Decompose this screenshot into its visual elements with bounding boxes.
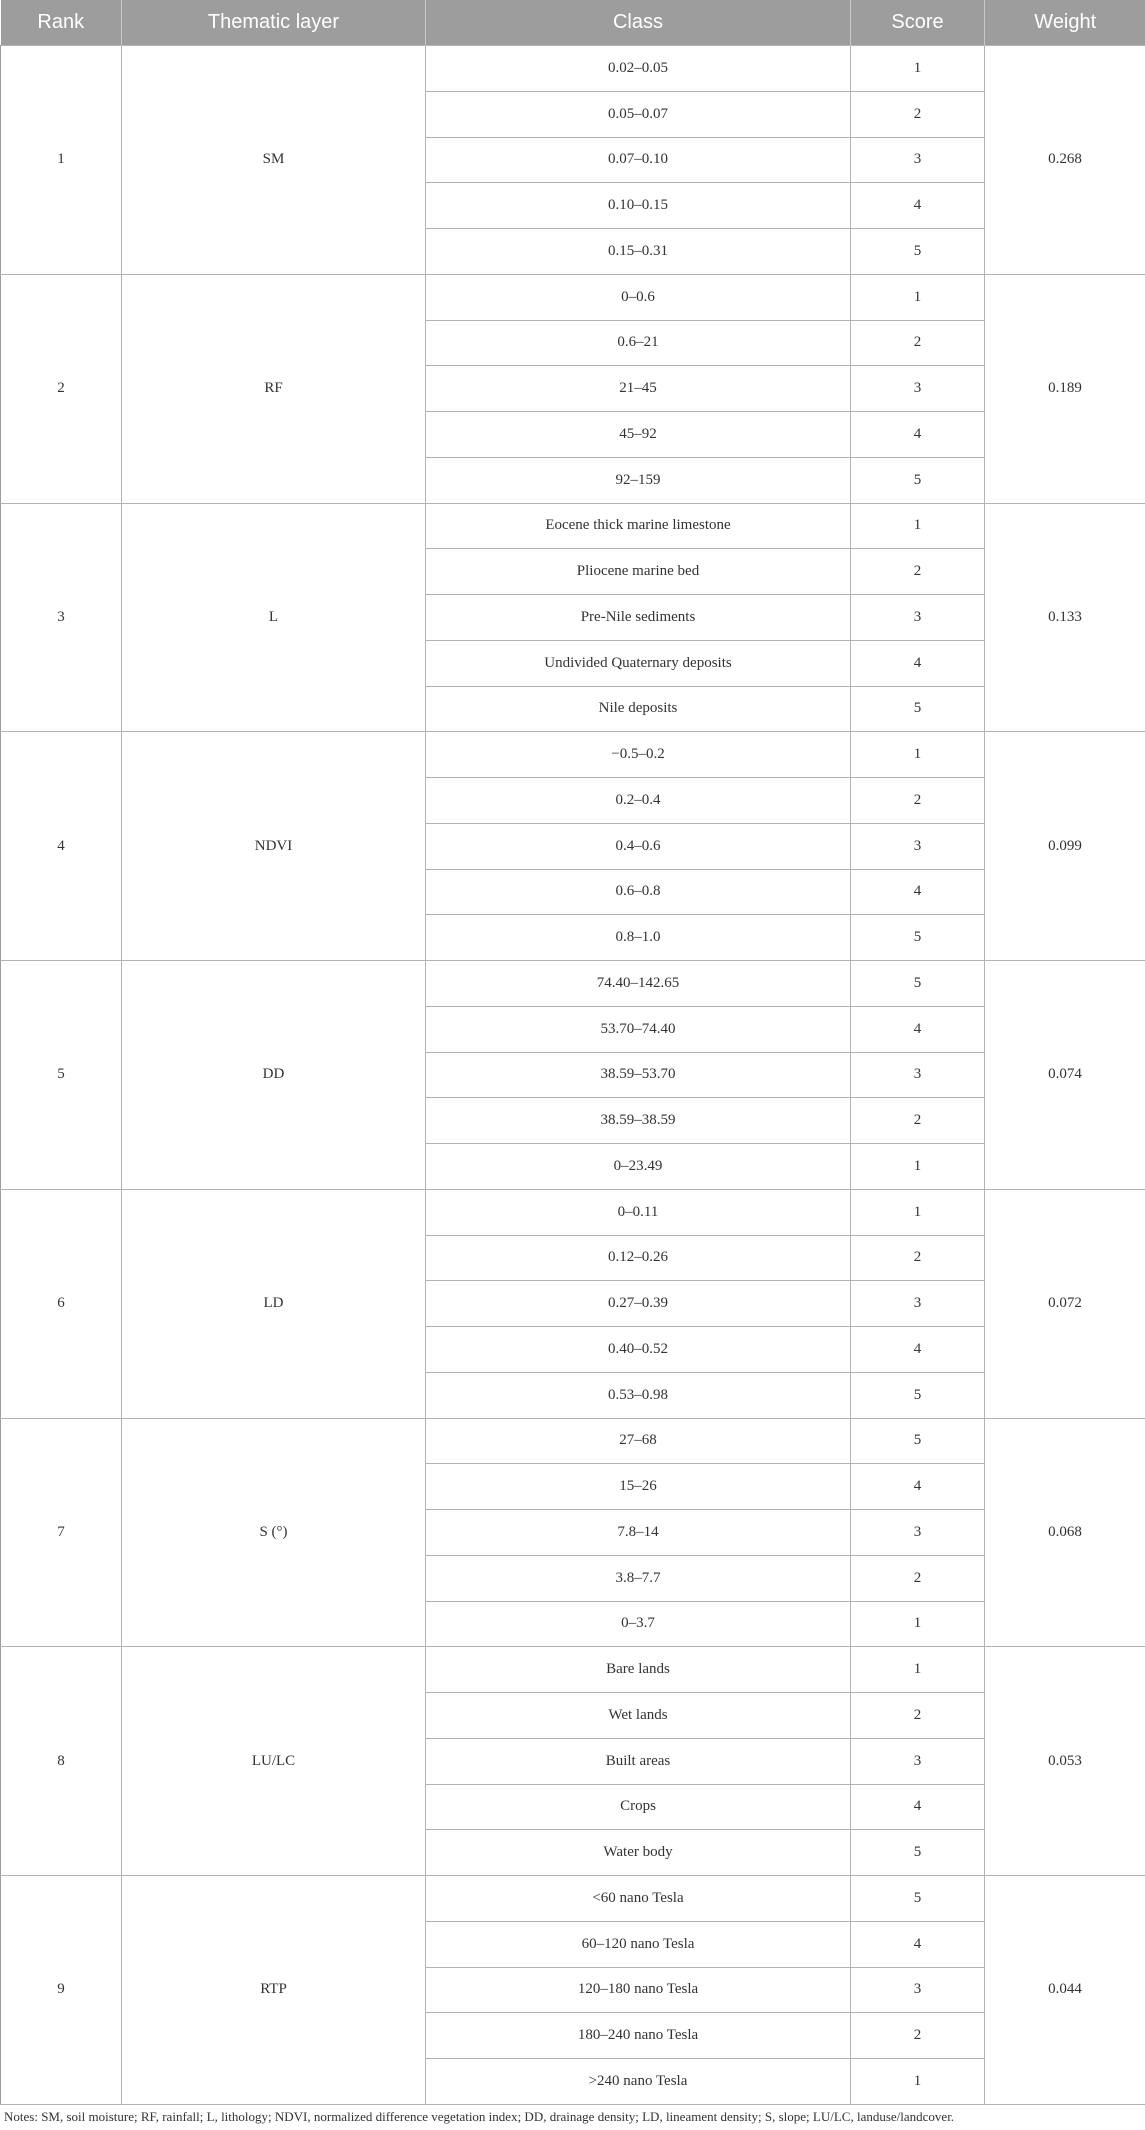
score-cell: 3 (851, 595, 985, 641)
class-cell: 0.6–0.8 (426, 869, 851, 915)
class-cell: 0–23.49 (426, 1144, 851, 1190)
weight-cell: 0.268 (985, 46, 1145, 275)
table-row (1, 1647, 1145, 1693)
header-rank: Rank (1, 0, 122, 46)
score-cell: 4 (851, 1327, 985, 1373)
weight-cell: 0.133 (985, 503, 1145, 732)
table-row (1, 1418, 1145, 1464)
thematic-layer-cell: RF (122, 274, 426, 503)
score-cell: 2 (851, 320, 985, 366)
weight-cell: 0.053 (985, 1647, 1145, 1876)
score-cell: 2 (851, 1693, 985, 1739)
class-cell: 38.59–53.70 (426, 1052, 851, 1098)
thematic-layer-cell: DD (122, 961, 426, 1190)
score-cell: 2 (851, 1555, 985, 1601)
score-cell: 5 (851, 1830, 985, 1876)
weight-cell: 0.072 (985, 1189, 1145, 1418)
thematic-layer-cell: RTP (122, 1876, 426, 2105)
score-cell: 2 (851, 549, 985, 595)
score-cell: 5 (851, 1418, 985, 1464)
score-cell: 1 (851, 2059, 985, 2105)
score-cell: 3 (851, 1510, 985, 1556)
thematic-layer-cell: LU/LC (122, 1647, 426, 1876)
rank-cell: 4 (1, 732, 122, 961)
class-cell: 0.53–0.98 (426, 1372, 851, 1418)
class-cell: 0–0.11 (426, 1189, 851, 1235)
class-cell: 0.15–0.31 (426, 229, 851, 275)
class-cell: Wet lands (426, 1693, 851, 1739)
header-score: Score (851, 0, 985, 46)
class-cell: Undivided Quaternary deposits (426, 640, 851, 686)
class-cell: 27–68 (426, 1418, 851, 1464)
score-cell: 1 (851, 732, 985, 778)
rank-cell: 5 (1, 961, 122, 1190)
header-weight: Weight (985, 0, 1145, 46)
class-cell: 15–26 (426, 1464, 851, 1510)
header-row (1, 0, 1145, 46)
weight-cell: 0.074 (985, 961, 1145, 1190)
class-cell: 0–3.7 (426, 1601, 851, 1647)
score-cell: 1 (851, 503, 985, 549)
score-cell: 4 (851, 1784, 985, 1830)
class-cell: Crops (426, 1784, 851, 1830)
class-cell: −0.5–0.2 (426, 732, 851, 778)
rank-cell: 8 (1, 1647, 122, 1876)
score-cell: 3 (851, 1052, 985, 1098)
class-cell: 180–240 nano Tesla (426, 2013, 851, 2059)
score-cell: 2 (851, 91, 985, 137)
class-cell: 60–120 nano Tesla (426, 1921, 851, 1967)
class-cell: 0.2–0.4 (426, 778, 851, 824)
score-cell: 3 (851, 366, 985, 412)
score-cell: 5 (851, 1876, 985, 1922)
class-cell: Bare lands (426, 1647, 851, 1693)
class-cell: >240 nano Tesla (426, 2059, 851, 2105)
class-cell: <60 nano Tesla (426, 1876, 851, 1922)
header-class: Class (426, 0, 851, 46)
table-row (1, 732, 1145, 778)
class-cell: Nile deposits (426, 686, 851, 732)
rank-cell: 1 (1, 46, 122, 275)
score-cell: 5 (851, 229, 985, 275)
score-cell: 3 (851, 1967, 985, 2013)
header-thematic-layer: Thematic layer (122, 0, 426, 46)
weight-cell: 0.189 (985, 274, 1145, 503)
score-cell: 3 (851, 137, 985, 183)
thematic-layer-cell: SM (122, 46, 426, 275)
class-cell: 53.70–74.40 (426, 1006, 851, 1052)
table-row (1, 274, 1145, 320)
rank-cell: 6 (1, 1189, 122, 1418)
score-cell: 4 (851, 412, 985, 458)
class-cell: 0.12–0.26 (426, 1235, 851, 1281)
class-cell: 0.40–0.52 (426, 1327, 851, 1373)
table-notes: Notes: SM, soil moisture; RF, rainfall; L, lithology; NDVI, normalized difference vegetation index; DD, drainage density; LD, lineament density; S, slope; LU/LC, landuse/landcover. (4, 2109, 955, 2124)
class-cell: Pliocene marine bed (426, 549, 851, 595)
class-cell: 120–180 nano Tesla (426, 1967, 851, 2013)
table-row (1, 961, 1145, 1007)
class-cell: Eocene thick marine limestone (426, 503, 851, 549)
class-cell: 0–0.6 (426, 274, 851, 320)
score-cell: 3 (851, 1738, 985, 1784)
score-cell: 1 (851, 1189, 985, 1235)
score-cell: 2 (851, 1098, 985, 1144)
table-row (1, 1876, 1145, 1922)
score-cell: 4 (851, 183, 985, 229)
weight-cell: 0.099 (985, 732, 1145, 961)
class-cell: 21–45 (426, 366, 851, 412)
score-cell: 2 (851, 2013, 985, 2059)
class-cell: Pre-Nile sediments (426, 595, 851, 641)
score-cell: 3 (851, 823, 985, 869)
score-cell: 5 (851, 915, 985, 961)
score-cell: 1 (851, 1144, 985, 1190)
score-cell: 5 (851, 457, 985, 503)
score-cell: 4 (851, 1921, 985, 1967)
table-row (1, 46, 1145, 92)
class-cell: 0.6–21 (426, 320, 851, 366)
score-cell: 5 (851, 686, 985, 732)
class-cell: 74.40–142.65 (426, 961, 851, 1007)
score-cell: 1 (851, 274, 985, 320)
weight-cell: 0.068 (985, 1418, 1145, 1647)
thematic-layer-cell: L (122, 503, 426, 732)
class-cell: 38.59–38.59 (426, 1098, 851, 1144)
score-cell: 2 (851, 778, 985, 824)
thematic-layer-cell: S (°) (122, 1418, 426, 1647)
table-row (1, 1189, 1145, 1235)
score-cell: 5 (851, 1372, 985, 1418)
thematic-layer-cell: NDVI (122, 732, 426, 961)
rank-cell: 2 (1, 274, 122, 503)
class-cell: 3.8–7.7 (426, 1555, 851, 1601)
thematic-layer-cell: LD (122, 1189, 426, 1418)
score-cell: 3 (851, 1281, 985, 1327)
class-cell: 92–159 (426, 457, 851, 503)
score-cell: 4 (851, 1464, 985, 1510)
score-cell: 1 (851, 1647, 985, 1693)
class-cell: 0.07–0.10 (426, 137, 851, 183)
score-cell: 4 (851, 869, 985, 915)
table-row (1, 503, 1145, 549)
score-cell: 4 (851, 1006, 985, 1052)
table-header (1, 0, 1145, 46)
class-cell: 7.8–14 (426, 1510, 851, 1556)
score-cell: 1 (851, 46, 985, 92)
class-cell: Water body (426, 1830, 851, 1876)
rank-cell: 3 (1, 503, 122, 732)
rank-cell: 9 (1, 1876, 122, 2105)
class-cell: 0.27–0.39 (426, 1281, 851, 1327)
class-cell: 0.8–1.0 (426, 915, 851, 961)
score-cell: 4 (851, 640, 985, 686)
class-cell: 0.02–0.05 (426, 46, 851, 92)
class-cell: 0.05–0.07 (426, 91, 851, 137)
rank-cell: 7 (1, 1418, 122, 1647)
score-cell: 2 (851, 1235, 985, 1281)
class-cell: 0.4–0.6 (426, 823, 851, 869)
table-body (1, 46, 1145, 2105)
class-cell: Built areas (426, 1738, 851, 1784)
class-cell: 45–92 (426, 412, 851, 458)
weight-cell: 0.044 (985, 1876, 1145, 2105)
score-cell: 5 (851, 961, 985, 1007)
score-cell: 1 (851, 1601, 985, 1647)
class-cell: 0.10–0.15 (426, 183, 851, 229)
